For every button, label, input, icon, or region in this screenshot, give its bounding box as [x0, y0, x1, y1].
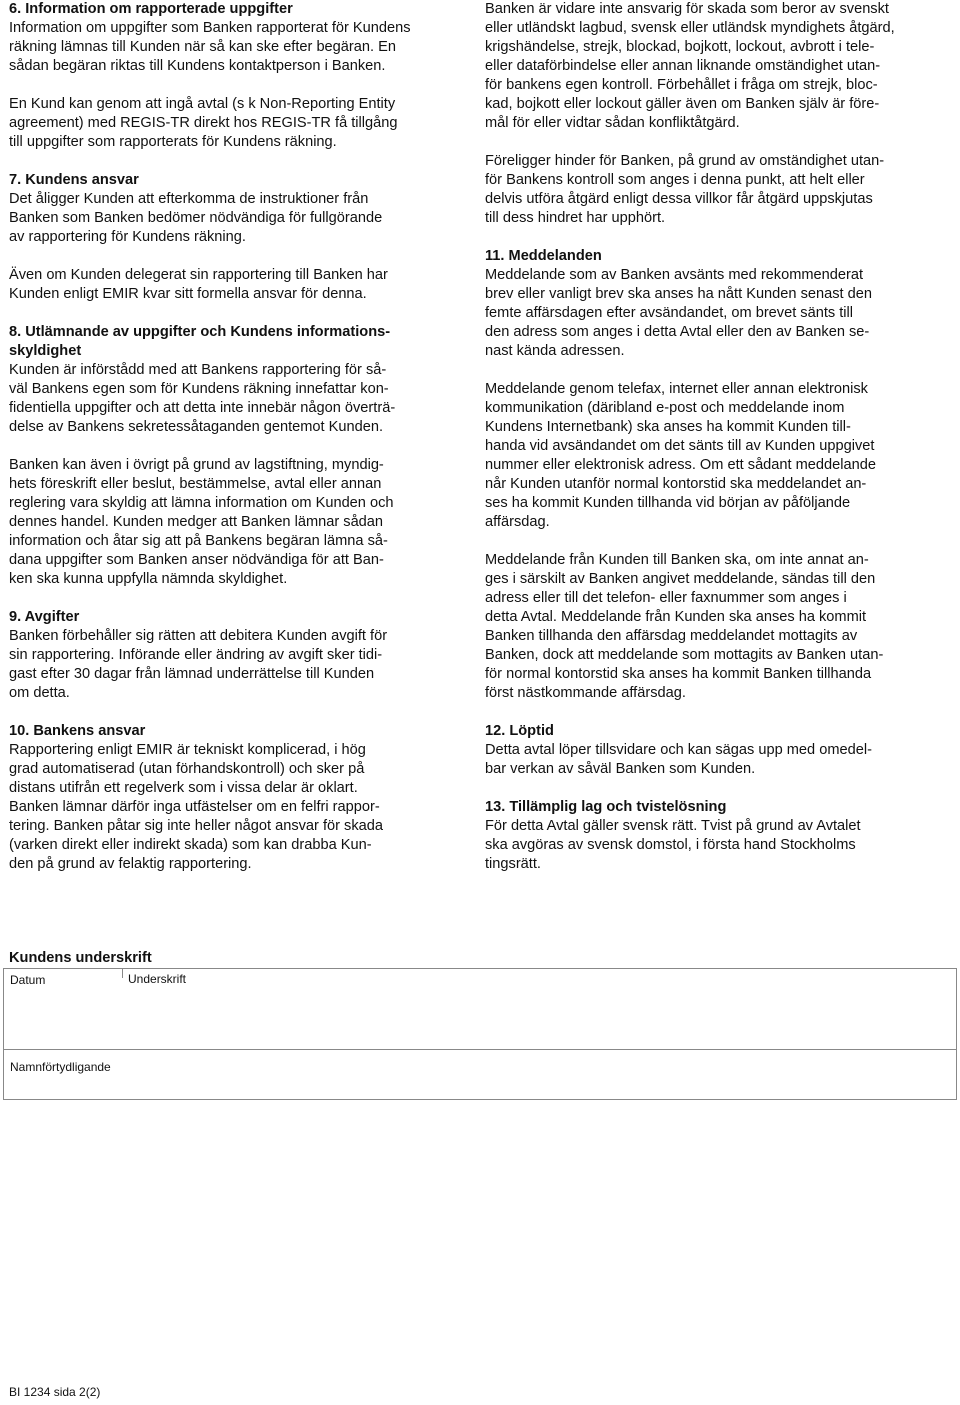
text-line: för bankens egen kontroll. Förbehållet i fråga om strejk, bloc-	[485, 77, 878, 93]
text-line: den adress som anges i detta Avtal eller den av Banken se-	[485, 324, 870, 340]
text-line: handa vid avsändandet om det sänts till av Kunden uppgivet	[485, 438, 875, 454]
signature-field-label: Underskrift	[128, 972, 187, 986]
paragraph	[485, 152, 947, 228]
text-line: Banken kan även i övrigt på grund av lagstiftning, myndig-	[9, 457, 384, 473]
signature-box	[3, 968, 957, 1100]
section-heading: 6. Information om rapporterade uppgifter	[9, 1, 293, 17]
text-line: grad automatiserad (utan förhandskontroll) och sker på	[9, 761, 365, 777]
text-line: ses ha kommit Kunden tillhanda vid början av påföljande	[485, 495, 851, 511]
text-line: Kunden är införstådd med att Bankens rapportering för så-	[9, 362, 387, 378]
text-line: nummer eller elektronisk adress. Om ett sådant meddelande	[485, 457, 876, 473]
form-code: BI 1234 sida 2(2)	[9, 1385, 101, 1399]
text-line: ska avgöras av svensk domstol, i första hand Stockholms	[485, 837, 856, 853]
text-line: når Kunden utanför normal kontorstid ska meddelandet an-	[485, 476, 867, 492]
paragraph	[485, 380, 947, 532]
section-heading: 13. Tillämplig lag och tvistelösning	[485, 799, 727, 815]
text-line: nast kända adressen.	[485, 343, 625, 359]
text-line: delse av Bankens sekretessåtaganden gentemot Kunden.	[9, 419, 384, 435]
section-heading: 11. Meddelanden	[485, 248, 602, 264]
section-heading: 7. Kundens ansvar	[9, 172, 139, 188]
text-line: först nästkommande affärsdag.	[485, 685, 686, 701]
text-line: hets föreskrift eller beslut, bestämmelse, avtal eller annan	[9, 476, 382, 492]
text-line: Meddelande som av Banken avsänts med rekommenderat	[485, 267, 864, 283]
text-line: gast efter 30 dagar från lämnad underrättelse till Kunden	[9, 666, 375, 682]
text-line: Meddelande från Kunden till Banken ska, om inte annat an-	[485, 552, 869, 568]
text-line: information och åtar sig att på Bankens begäran lämna så-	[9, 533, 388, 549]
section-9	[9, 608, 454, 703]
paragraph	[9, 456, 454, 589]
text-line: distans utifrån ett regelverk som i vissa delar är oklart.	[9, 780, 358, 796]
signature-title: Kundens underskrift	[9, 950, 152, 966]
text-line: väl Bankens egen som för Kundens räkning innefattar kon-	[9, 381, 389, 397]
signature-box-divider	[4, 1049, 956, 1050]
paragraph	[485, 551, 947, 703]
text-line: Banken som Banken bedömer nödvändiga för fullgörande	[9, 210, 383, 226]
text-line: ges i särskilt av Banken angivet meddelande, sändas till den	[485, 571, 876, 587]
text-line: delvis utföra åtgärd enligt dessa villkor får åtgärd uppskjutas	[485, 191, 873, 207]
text-line: För detta Avtal gäller svensk rätt. Tvist på grund av Avtalet	[485, 818, 861, 834]
text-line: Rapportering enligt EMIR är tekniskt komplicerad, i hög	[9, 742, 366, 758]
text-line: (varken direkt eller indirekt skada) som kan drabba Kun-	[9, 837, 372, 853]
text-line: Banken lämnar därför inga utfästelser om en felfri rappor-	[9, 799, 380, 815]
text-line: kad, bojkott eller lockout gäller även om Banken själv är före-	[485, 96, 880, 112]
text-line: ken ska kunna uppfylla nämnda skyldighet.	[9, 571, 288, 587]
text-line: av rapportering för Kundens räkning.	[9, 229, 246, 245]
section-8	[9, 323, 454, 589]
text-line: Kunden enligt EMIR kvar sitt formella ansvar för denna.	[9, 286, 367, 302]
heading-line: 8. Utlämnande av uppgifter och Kundens informations-	[9, 324, 391, 340]
text-line: Detta avtal löper tillsvidare och kan sägas upp med omedel-	[485, 742, 872, 758]
section-heading: 12. Löptid	[485, 723, 554, 739]
paragraph	[9, 627, 454, 703]
paragraph	[9, 19, 454, 76]
text-line: för Bankens kontroll som anges i denna punkt, att helt eller	[485, 172, 865, 188]
text-line: brev eller vanligt brev ska anses ha nått Kunden senast den	[485, 286, 872, 302]
text-line: sådan begäran riktas till Kundens kontaktperson i Banken.	[9, 58, 386, 74]
text-line: En Kund kan genom att ingå avtal (s k Non-Reporting Entity	[9, 96, 396, 112]
text-line: Banken tillhanda den affärsdag meddelandet mottagits av	[485, 628, 858, 644]
text-line: dana uppgifter som Banken anser nödvändiga för att Ban-	[9, 552, 384, 568]
text-line: till uppgifter som rapporterats för Kundens räkning.	[9, 134, 337, 150]
text-line: Information om uppgifter som Banken rapporterat för Kundens	[9, 20, 411, 36]
text-line: tering. Banken påtar sig inte heller något ansvar för skada	[9, 818, 383, 834]
text-line: räkning lämnas till Kunden när så kan ske efter begäran. En	[9, 39, 396, 55]
section-11	[485, 247, 947, 703]
paragraph	[9, 266, 454, 304]
paragraph	[9, 190, 454, 247]
text-line: Banken förbehåller sig rätten att debitera Kunden avgift för	[9, 628, 388, 644]
text-line: agreement) med REGIS-TR direkt hos REGIS-TR få tillgång	[9, 115, 398, 131]
text-line: Banken, dock att meddelande som mottagits av Banken utan-	[485, 647, 884, 663]
field-separator	[122, 969, 123, 978]
right-column	[485, 0, 947, 893]
text-line: dennes handel. Kunden medger att Banken lämnar sådan	[9, 514, 384, 530]
text-line: Banken är vidare inte ansvarig för skada som beror av svenskt	[485, 1, 889, 17]
text-line: tingsrätt.	[485, 856, 541, 872]
text-line: till dess hindret har upphört.	[485, 210, 666, 226]
section-heading: 9. Avgifter	[9, 609, 80, 625]
text-line: för normal kontorstid ska anses ha kommit Banken tillhanda	[485, 666, 872, 682]
text-line: den på grund av felaktig rapportering.	[9, 856, 252, 872]
text-line: detta Avtal. Meddelande från Kunden ska anses ha kommit	[485, 609, 867, 625]
text-line: fidentiella uppgifter och att detta inte innebär någon överträ-	[9, 400, 396, 416]
text-line: Kundens Internetbank) ska anses ha kommit Kunden till-	[485, 419, 851, 435]
paragraph	[9, 741, 454, 874]
text-line: sin rapportering. Införande eller ändring av avgift sker tidi-	[9, 647, 383, 663]
section-12	[485, 722, 947, 779]
text-line: Det åligger Kunden att efterkomma de instruktioner från	[9, 191, 369, 207]
text-line: mål för eller vidtar sådan konfliktåtgärd.	[485, 115, 740, 131]
text-line: bar verkan av såväl Banken som Kunden.	[485, 761, 756, 777]
name-clarification-label: Namnförtydligande	[10, 1060, 111, 1074]
text-line: Föreligger hinder för Banken, på grund av omständighet utan-	[485, 153, 885, 169]
text-line: eller dataförbindelse eller annan liknande omständighet utan-	[485, 58, 881, 74]
section-heading	[9, 323, 454, 361]
text-line: kommunikation (däribland e-post och meddelande inom	[485, 400, 845, 416]
text-line: affärsdag.	[485, 514, 550, 530]
paragraph	[9, 95, 454, 152]
paragraph	[485, 266, 947, 361]
section-10	[9, 722, 454, 874]
paragraph	[485, 817, 947, 874]
text-line: adress eller till det telefon- eller faxnummer som anges i	[485, 590, 847, 606]
text-line: Även om Kunden delegerat sin rapportering till Banken har	[9, 267, 388, 283]
text-line: krigshändelse, strejk, blockad, bojkott, lockout, avbrott i tele-	[485, 39, 875, 55]
text-line: Meddelande genom telefax, internet eller annan elektronisk	[485, 381, 868, 397]
section-13	[485, 798, 947, 874]
text-line: eller utländskt lagbud, svensk eller utländsk myndighets åtgärd,	[485, 20, 895, 36]
date-field-label: Datum	[10, 973, 46, 987]
text-line: femte affärsdagen efter avsändandet, om brevet sänts till	[485, 305, 854, 321]
left-column	[9, 0, 454, 893]
section-7	[9, 171, 454, 304]
heading-line: skyldighet	[9, 343, 82, 359]
text-line: om detta.	[9, 685, 70, 701]
section-10-continued	[485, 0, 947, 228]
text-line: reglering vara skyldig att lämna information om Kunden och	[9, 495, 394, 511]
paragraph	[9, 361, 454, 437]
section-6	[9, 0, 454, 152]
paragraph	[485, 0, 947, 133]
paragraph	[485, 741, 947, 779]
section-heading: 10. Bankens ansvar	[9, 723, 146, 739]
